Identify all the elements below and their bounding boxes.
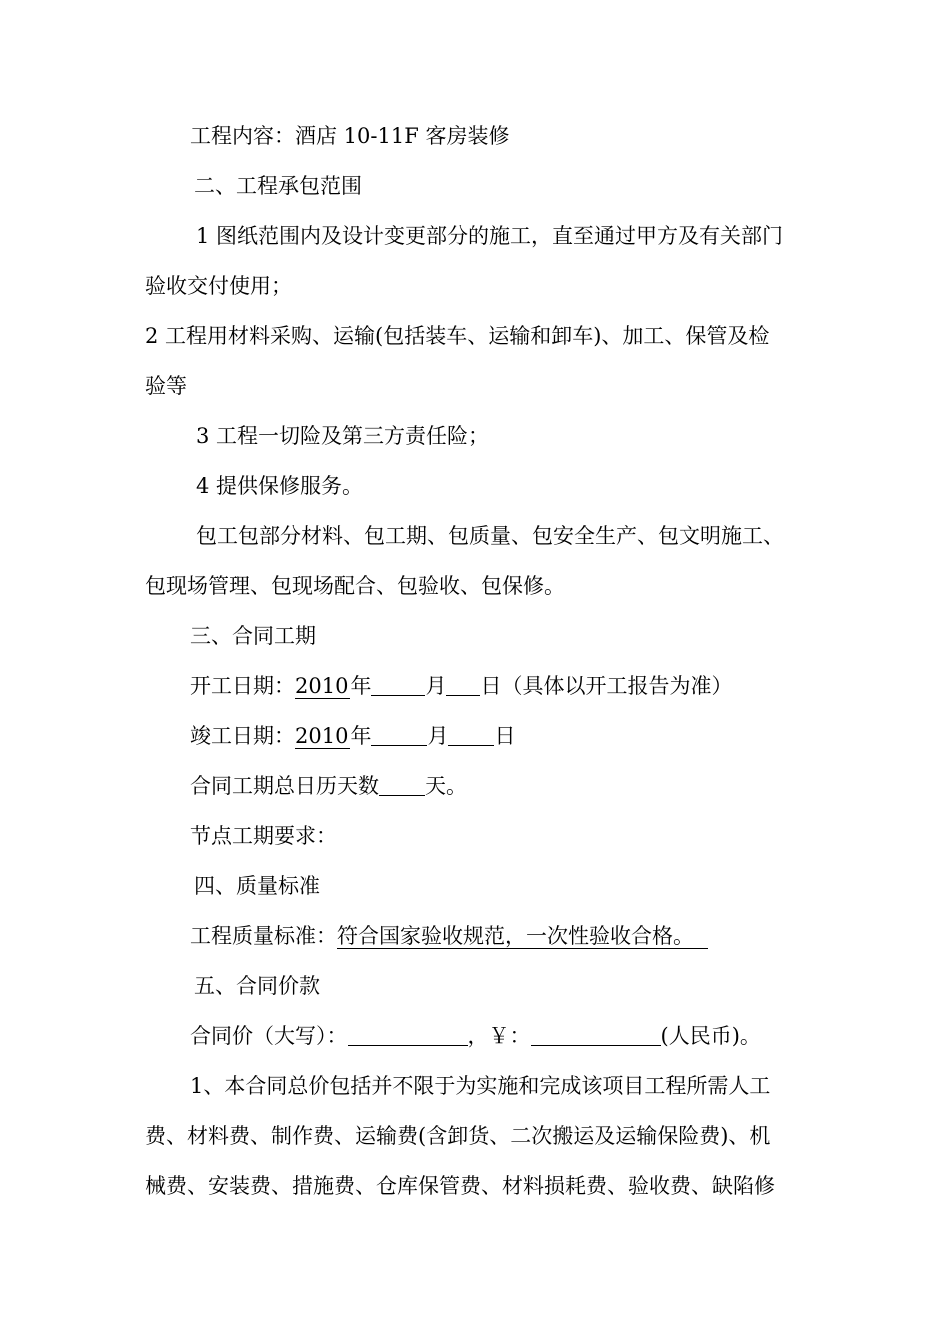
total-days-label: 合同工期总日历天数 — [190, 774, 379, 798]
scope-item-1: 1 图纸范围内及设计变更部分的施工，直至通过甲方及有关部门 — [196, 224, 784, 248]
end-date-label: 竣工日期： — [190, 724, 295, 748]
start-date-label: 开工日期： — [190, 674, 295, 698]
start-date-note: （具体以开工报告为准） — [501, 674, 733, 698]
yen-label: ，￥： — [467, 1024, 531, 1048]
section-heading-price: 五、合同价款 — [194, 974, 320, 998]
scope-item-1-cont: 验收交付使用； — [145, 274, 292, 298]
scope-summary: 包工包部分材料、包工期、包质量、包安全生产、包文明施工、 — [196, 524, 784, 548]
day-char: 日 — [494, 724, 516, 748]
start-date-line — [190, 672, 732, 700]
end-date-line — [190, 722, 515, 750]
section-heading-quality: 四、质量标准 — [194, 874, 320, 898]
price-clause-1-cont: 费、材料费、制作费、运输费(含卸货、二次搬运及运输保险费)、机 — [145, 1124, 771, 1148]
scope-item-2: 2 工程用材料采购、运输(包括装车、运输和卸车)、加工、保管及检 — [145, 324, 770, 348]
quality-value: 符合国家验收规范，一次性验收合格。 — [337, 924, 708, 949]
quality-standard-line — [190, 922, 708, 950]
end-year: 2010 — [295, 724, 349, 748]
month-char: 月 — [427, 724, 449, 748]
total-days-blank[interactable] — [379, 773, 425, 796]
section-heading-duration: 三、合同工期 — [190, 624, 316, 648]
scope-item-2-cont: 验等 — [145, 374, 187, 398]
scope-item-3: 3 工程一切险及第三方责任险； — [196, 424, 490, 448]
quality-label: 工程质量标准： — [190, 924, 337, 948]
price-label: 合同价（大写）： — [190, 1024, 348, 1048]
days-unit: 天。 — [425, 774, 467, 798]
start-month-blank[interactable] — [371, 673, 425, 696]
start-year: 2010 — [295, 674, 349, 698]
start-day-blank[interactable] — [446, 673, 480, 696]
end-day-blank[interactable] — [448, 723, 494, 746]
project-content-line: 工程内容：酒店 10-11F 客房装修 — [190, 124, 510, 148]
price-clause-1-cont2: 械费、安装费、措施费、仓库保管费、材料损耗费、验收费、缺陷修 — [145, 1174, 775, 1198]
price-clause-1: 1、本合同总价包括并不限于为实施和完成该项目工程所需人工 — [190, 1074, 771, 1098]
scope-item-4: 4 提供保修服务。 — [196, 474, 364, 498]
day-char: 日 — [480, 674, 502, 698]
contract-price-line — [190, 1022, 761, 1050]
year-char: 年 — [350, 724, 372, 748]
scope-summary-cont: 包现场管理、包现场配合、包验收、包保修。 — [145, 574, 565, 598]
section-heading-scope: 二、工程承包范围 — [194, 174, 362, 198]
price-number-blank[interactable] — [531, 1023, 661, 1046]
milestone-requirements: 节点工期要求： — [190, 824, 337, 848]
month-char: 月 — [425, 674, 447, 698]
currency-unit: (人民币)。 — [660, 1024, 761, 1048]
end-month-blank[interactable] — [371, 723, 427, 746]
price-words-blank[interactable] — [348, 1023, 468, 1046]
year-char: 年 — [350, 674, 372, 698]
total-days-line — [190, 772, 467, 800]
